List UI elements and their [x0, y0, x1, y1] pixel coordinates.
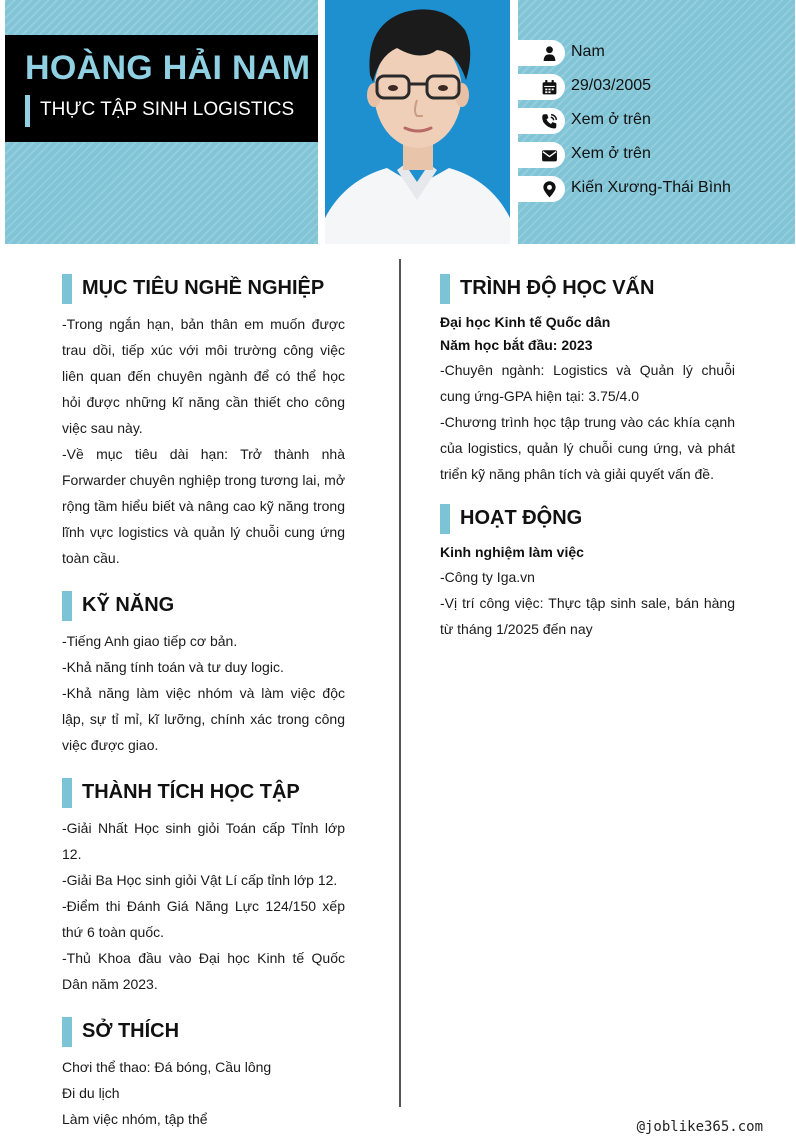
person-icon	[518, 40, 565, 66]
info-row-location	[518, 176, 795, 202]
email-icon	[518, 142, 565, 168]
list-item: -Vị trí công việc: Thực tập sinh sale, bán hàng từ tháng 1/2025 đến nay	[440, 595, 735, 637]
section-accent-bar	[62, 591, 72, 621]
section-header	[62, 591, 345, 621]
list-item: -Khả năng tính toán và tư duy logic.	[62, 659, 284, 675]
list-item: -Tiếng Anh giao tiếp cơ bản.	[62, 633, 238, 649]
section-title: SỞ THÍCH	[82, 1020, 180, 1042]
list-item: -Giải Nhất Học sinh giỏi Toán cấp Tỉnh lớp 12.	[62, 820, 345, 862]
section-header	[62, 1017, 345, 1047]
info-row-birthday	[518, 74, 795, 100]
objective-paragraph: -Trong ngắn hạn, bản thân em muốn được trau dồi, tiếp xúc với môi trường công việc liên quan đến chuyên ngành để có thể học hỏi được những kĩ năng cần thiết cho công việc sau này.	[62, 316, 345, 436]
name-box	[5, 35, 318, 142]
section-header	[62, 778, 345, 808]
candidate-name: HOÀNG HẢI NAM	[25, 49, 311, 87]
list-item: -Công ty Iga.vn	[440, 569, 535, 585]
start-year: Năm học bắt đầu: 2023	[440, 337, 593, 353]
section-title: MỤC TIÊU NGHỀ NGHIỆP	[82, 277, 325, 299]
job-title: THỰC TẬP SINH LOGISTICS	[40, 99, 295, 120]
activities-subtitle: Kinh nghiệm làm việc	[440, 544, 584, 560]
section-title: THÀNH TÍCH HỌC TẬP	[82, 781, 300, 803]
list-item: Đi du lịch	[62, 1085, 120, 1101]
list-item: -Chuyên ngành: Logistics và Quản lý chuỗi cung ứng-GPA hiện tại: 3.75/4.0	[440, 362, 735, 404]
info-row-phone	[518, 108, 795, 134]
calendar-icon	[518, 74, 565, 100]
section-title: KỸ NĂNG	[82, 594, 175, 616]
section-header	[440, 504, 735, 534]
birthday-text: 29/03/2005	[571, 77, 652, 94]
gender-text: Nam	[571, 43, 605, 60]
info-row-email	[518, 142, 795, 168]
objective-paragraph: -Về mục tiêu dài hạn: Trở thành nhà Forwarder chuyên nghiệp trong tương lai, mở rộng tầm hiểu biết và nâng cao kỹ năng trong lĩnh vực logistics và quản lý chuỗi cung ứng toàn cầu.	[62, 446, 345, 566]
list-item: -Thủ Khoa đầu vào Đại học Kinh tế Quốc Dân năm 2023.	[62, 950, 345, 992]
list-item: -Khả năng làm việc nhóm và làm việc độc lập, sự tỉ mỉ, kĩ lưỡng, chính xác trong công việc được giao.	[62, 685, 345, 753]
email-text: Xem ở trên	[571, 145, 651, 162]
phone-text: Xem ở trên	[571, 111, 651, 128]
section-accent-bar	[62, 274, 72, 304]
list-item: -Điểm thi Đánh Giá Năng Lực 124/150 xếp thứ 6 toàn quốc.	[62, 898, 345, 940]
section-accent-bar	[62, 1017, 72, 1047]
info-row-gender	[518, 40, 795, 66]
section-header	[440, 274, 735, 304]
profile-photo	[325, 0, 510, 244]
section-activities	[440, 504, 735, 642]
list-item: -Giải Ba Học sinh giỏi Vật Lí cấp tỉnh lớp 12.	[62, 872, 338, 888]
section-achievements	[62, 778, 345, 997]
list-item: -Chương trình học tập trung vào các khía cạnh của logistics, quản lý chuỗi cung ứng, và phát triển kỹ năng phân tích và giải quyết vấn đề.	[440, 414, 735, 482]
section-title: HOẠT ĐỘNG	[460, 507, 583, 529]
phone-icon	[518, 108, 565, 134]
section-title: TRÌNH ĐỘ HỌC VẤN	[460, 277, 655, 299]
column-divider	[399, 259, 401, 1107]
section-hobbies	[62, 1017, 345, 1132]
section-header	[62, 274, 345, 304]
list-item: Chơi thể thao: Đá bóng, Cầu lông	[62, 1059, 272, 1075]
section-accent-bar	[62, 778, 72, 808]
section-objective	[62, 274, 345, 571]
section-accent-bar	[440, 274, 450, 304]
watermark: @joblike365.com	[636, 1119, 763, 1135]
job-title-accent-bar	[25, 95, 30, 127]
section-education	[440, 274, 735, 487]
location-text: Kiến Xương-Thái Bình	[571, 179, 731, 196]
right-column	[440, 274, 735, 642]
left-column	[62, 274, 345, 1132]
section-accent-bar	[440, 504, 450, 534]
school-name: Đại học Kinh tế Quốc dân	[440, 314, 611, 330]
list-item: Làm việc nhóm, tập thể	[62, 1111, 208, 1127]
section-skills	[62, 591, 345, 758]
location-icon	[518, 176, 565, 202]
